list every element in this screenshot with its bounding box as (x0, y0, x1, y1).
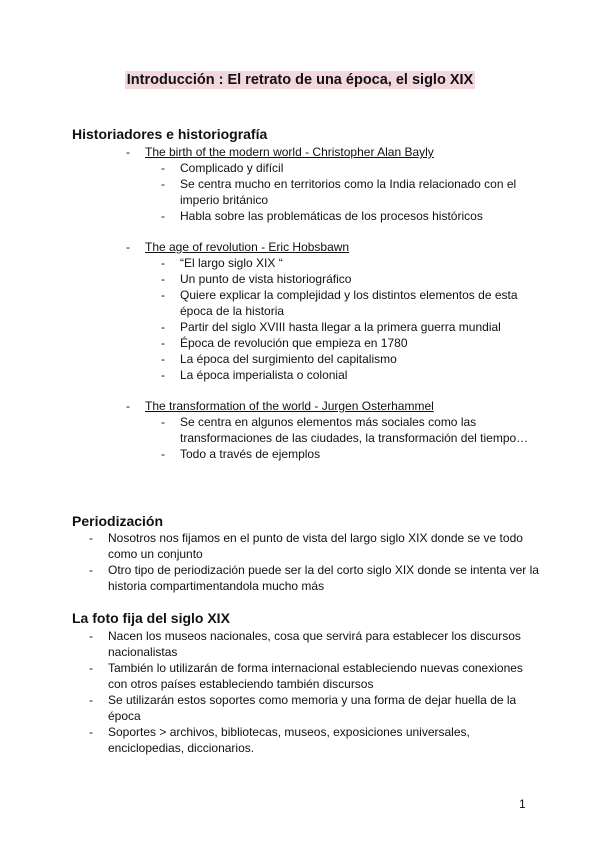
book-title-item (126, 239, 526, 255)
list-item (161, 176, 531, 208)
section-heading-foto-fija: La foto fija del siglo XIX (72, 610, 230, 626)
point-text: Soportes > archivos, bibliotecas, museos, exposiciones universales, enciclopedias, diccionarios. (108, 725, 470, 755)
list-item (89, 628, 539, 660)
document-title-text: Introducción : El retrato de una época, el siglo XIX (126, 72, 474, 88)
book-title-item (126, 144, 526, 160)
periodizacion-points (89, 530, 539, 594)
point-text: Época de revolución que empieza en 1780 (180, 336, 408, 350)
foto-fija-points (89, 628, 539, 756)
bullet-dash: - (161, 415, 165, 429)
list-item (89, 660, 539, 692)
bullet-dash: - (89, 661, 93, 675)
list-item (161, 287, 531, 319)
bullet-dash: - (89, 693, 93, 707)
point-text: Se centra mucho en territorios como la India relacionado con el imperio británico (180, 177, 517, 207)
bullet-dash: - (161, 177, 165, 191)
book-title: The age of revolution - Eric Hobsbawn (145, 240, 350, 254)
point-text: Otro tipo de periodización puede ser la del corto siglo XIX donde se intenta ver la historia compartimentandola mucho más (108, 563, 539, 593)
book-title: The transformation of the world - Jurgen Osterhammel (145, 399, 434, 413)
bullet-dash: - (126, 399, 130, 413)
bullet-dash: - (89, 563, 93, 577)
bullet-dash: - (161, 320, 165, 334)
document-title (0, 72, 600, 88)
list-item (89, 562, 539, 594)
point-text: Quiere explicar la complejidad y los distintos elementos de esta época de la historia (180, 288, 518, 318)
bullet-dash: - (89, 725, 93, 739)
book-points-2 (161, 255, 531, 383)
bullet-dash: - (161, 368, 165, 382)
section-heading-periodizacion: Periodización (72, 513, 164, 529)
bullet-dash: - (161, 288, 165, 302)
bullet-dash: - (89, 531, 93, 545)
list-item (89, 692, 539, 724)
point-text: La época imperialista o colonial (180, 368, 348, 382)
point-text: Habla sobre las problemáticas de los procesos históricos (180, 209, 483, 223)
list-item (161, 319, 531, 335)
book-points-1 (161, 160, 531, 224)
point-text: Complicado y difícil (180, 161, 284, 175)
list-item (161, 160, 531, 176)
bullet-dash: - (161, 272, 165, 286)
list-item (89, 724, 539, 756)
list-item (161, 367, 531, 383)
book-list-3 (126, 398, 526, 414)
bullet-dash: - (161, 161, 165, 175)
list-item (161, 446, 531, 462)
point-text: Se centra en algunos elementos más sociales como las transformaciones de las ciudades, la transformación del tiempo… (180, 415, 529, 445)
list-item (89, 530, 539, 562)
point-text: Todo a través de ejemplos (180, 447, 321, 461)
bullet-dash: - (161, 352, 165, 366)
section-heading-historiadores: Historiadores e historiografía (72, 126, 268, 142)
point-text: También lo utilizarán de forma internacional estableciendo nuevas conexiones con otros países estableciendo también discursos (108, 661, 523, 691)
book-list-2 (126, 239, 526, 255)
list-item (161, 255, 531, 271)
bullet-dash: - (126, 145, 130, 159)
book-title-item (126, 398, 526, 414)
list-item (161, 335, 531, 351)
list-item (161, 351, 531, 367)
bullet-dash: - (161, 336, 165, 350)
bullet-dash: - (161, 447, 165, 461)
list-item (161, 271, 531, 287)
point-text: Partir del siglo XVIII hasta llegar a la primera guerra mundial (180, 320, 501, 334)
point-text: Nacen los museos nacionales, cosa que servirá para establecer los discursos nacionalistas (108, 629, 521, 659)
bullet-dash: - (161, 209, 165, 223)
book-list-1 (126, 144, 526, 160)
list-item (161, 414, 531, 446)
point-text: Un punto de vista historiográfico (180, 272, 352, 286)
page-number: 1 (519, 797, 526, 811)
book-title: The birth of the modern world - Christopher Alan Bayly (145, 145, 434, 159)
book-points-3 (161, 414, 531, 462)
point-text: “El largo siglo XIX “ (180, 256, 283, 270)
bullet-dash: - (89, 629, 93, 643)
point-text: La época del surgimiento del capitalismo (180, 352, 397, 366)
bullet-dash: - (161, 256, 165, 270)
point-text: Se utilizarán estos soportes como memoria y una forma de dejar huella de la época (108, 693, 517, 723)
bullet-dash: - (126, 240, 130, 254)
list-item (161, 208, 531, 224)
point-text: Nosotros nos fijamos en el punto de vista del largo siglo XIX donde se ve todo como un conjunto (108, 531, 523, 561)
